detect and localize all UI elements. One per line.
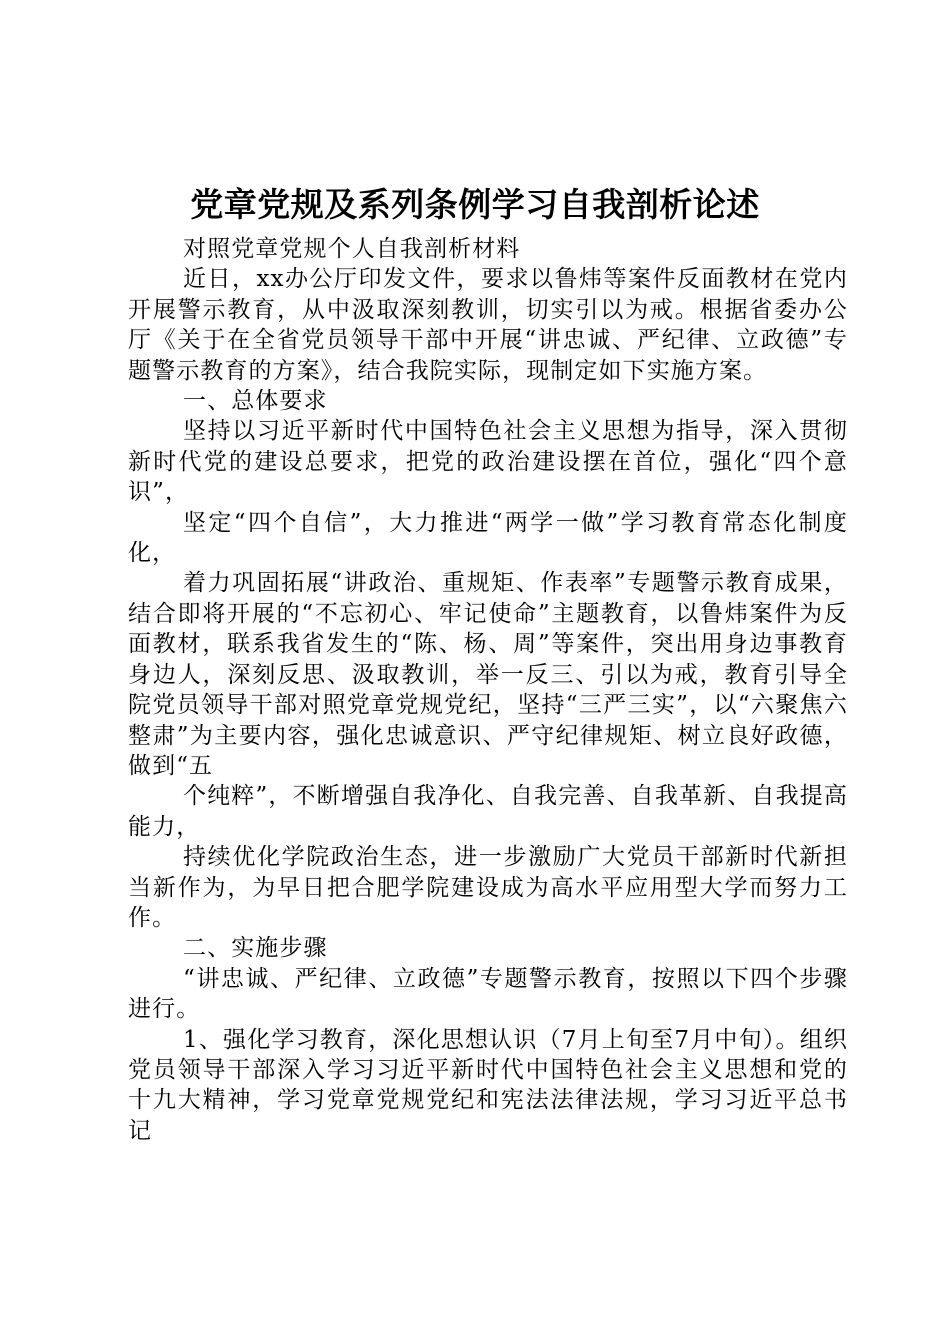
section-heading-general-requirements: 一、总体要求: [183, 388, 328, 415]
body-paragraph: 持续优化学院政治生态，进一步激励广大党员干部新时代新担当新作为，为早日把合肥学院建设成为高水平应用型大学而努力工作。: [128, 844, 848, 931]
body-paragraph: 坚持以习近平新时代中国特色社会主义思想为指导，深入贯彻新时代党的建设总要求，把党的政治建设摆在首位，强化“四个意识”，: [128, 418, 848, 506]
step-one-paragraph: 1、强化学习教育，深化思想认识（7月上旬至7月中旬）。组织党员领导干部深入学习习近平新时代中国特色社会主义思想和党的十九大精神，学习党章党规党纪和宪法法律法规，学习习近平总书记: [128, 1026, 848, 1144]
body-paragraph: 个纯粹”，不断增强自我净化、自我完善、自我革新、自我提高能力，: [128, 783, 848, 840]
intro-paragraph: 近日，xx办公厅印发文件，要求以鲁炜等案件反面教材在党内开展警示教育，从中汲取深刻教训，切实引以为戒。根据省委办公厅《关于在全省党员领导干部中开展“讲忠诚、严纪律、立政德”专题警示教育的方案》，结合我院实际，现制定如下实施方案。: [128, 266, 848, 384]
body-paragraph: 坚定“四个自信”，大力推进“两学一做”学习教育常态化制度化，: [128, 509, 848, 567]
body-paragraph: 着力巩固拓展“讲政治、重规矩、作表率”专题警示教育成果，结合即将开展的“不忘初心、牢记使命”主题教育，以鲁炜案件为反面教材，联系我省发生的“陈、杨、周”等案件，突出用身边事教育身边人，深刻反思、汲取教训，举一反三、引以为戒，教育引导全院党员领导干部对照党章党规党纪，坚持“三严三实”，以“六聚焦六整肃”为主要内容，强化忠诚意识、严守纪律规矩、树立良好政德，做到“五: [128, 570, 848, 779]
section-heading-implementation-steps: 二、实施步骤: [183, 935, 328, 962]
document-title: 党章党规及系列条例学习自我剖析论述: [190, 185, 760, 224]
body-paragraph: “讲忠诚、严纪律、立政德”专题警示教育，按照以下四个步骤进行。: [128, 965, 848, 1023]
document-body: [128, 234, 848, 1146]
subtitle-paragraph: 对照党章党规个人自我剖析材料: [183, 236, 521, 262]
